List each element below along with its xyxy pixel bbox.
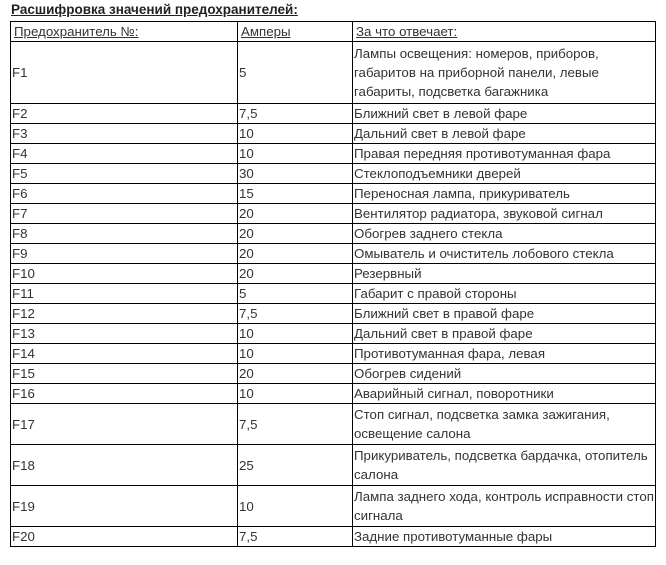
fuse-cell: F13 xyxy=(11,324,238,344)
description-cell: Переносная лампа, прикуриватель xyxy=(353,184,656,204)
description-cell: Резервный xyxy=(353,264,656,284)
fuse-cell: F5 xyxy=(11,164,238,184)
table-row xyxy=(11,42,656,104)
description-cell: Омыватель и очиститель лобового стекла xyxy=(353,244,656,264)
description-cell: Стоп сигнал, подсветка замка зажигания, освещение салона xyxy=(353,404,656,445)
description-cell: Вентилятор радиатора, звуковой сигнал xyxy=(353,204,656,224)
table-row xyxy=(11,324,656,344)
fuse-cell: F10 xyxy=(11,264,238,284)
description-cell: Дальний свет в левой фаре xyxy=(353,124,656,144)
amps-cell: 7,5 xyxy=(238,304,353,324)
description-cell: Задние противотуманные фары xyxy=(353,527,656,547)
amps-cell: 7,5 xyxy=(238,527,353,547)
table-row xyxy=(11,364,656,384)
description-cell: Дальний свет в правой фаре xyxy=(353,324,656,344)
page-title: Расшифровка значений предохранителей: xyxy=(11,2,298,17)
amps-cell: 10 xyxy=(238,486,353,527)
header-amps: Амперы xyxy=(238,22,353,42)
table-row xyxy=(11,284,656,304)
amps-cell: 20 xyxy=(238,204,353,224)
description-cell: Обогрев сидений xyxy=(353,364,656,384)
amps-cell: 10 xyxy=(238,124,353,144)
fuse-cell: F8 xyxy=(11,224,238,244)
table-header-row xyxy=(11,22,656,42)
amps-cell: 20 xyxy=(238,224,353,244)
fuse-cell: F2 xyxy=(11,104,238,124)
amps-cell: 20 xyxy=(238,264,353,284)
description-cell: Лампа заднего хода, контроль исправности стоп сигнала xyxy=(353,486,656,527)
table-row xyxy=(11,264,656,284)
description-cell: Правая передняя противотуманная фара xyxy=(353,144,656,164)
amps-cell: 5 xyxy=(238,284,353,304)
fuse-cell: F7 xyxy=(11,204,238,224)
amps-cell: 7,5 xyxy=(238,404,353,445)
table-row xyxy=(11,527,656,547)
amps-cell: 15 xyxy=(238,184,353,204)
header-fuse: Предохранитель №: xyxy=(11,22,238,42)
description-cell: Стеклоподъемники дверей xyxy=(353,164,656,184)
fuse-cell: F1 xyxy=(11,42,238,104)
amps-cell: 10 xyxy=(238,384,353,404)
amps-cell: 30 xyxy=(238,164,353,184)
header-description: За что отвечает: xyxy=(353,22,656,42)
table-row xyxy=(11,304,656,324)
description-cell: Противотуманная фара, левая xyxy=(353,344,656,364)
table-row xyxy=(11,144,656,164)
fuse-cell: F18 xyxy=(11,445,238,486)
fuse-cell: F19 xyxy=(11,486,238,527)
description-cell: Ближний свет в правой фаре xyxy=(353,304,656,324)
amps-cell: 10 xyxy=(238,344,353,364)
fuse-cell: F20 xyxy=(11,527,238,547)
table-row xyxy=(11,184,656,204)
description-cell: Аварийный сигнал, поворотники xyxy=(353,384,656,404)
table-row xyxy=(11,344,656,364)
fuse-cell: F4 xyxy=(11,144,238,164)
table-row xyxy=(11,124,656,144)
table-row xyxy=(11,224,656,244)
table-row xyxy=(11,244,656,264)
table-row xyxy=(11,204,656,224)
fuse-cell: F9 xyxy=(11,244,238,264)
fuse-cell: F12 xyxy=(11,304,238,324)
fuse-cell: F14 xyxy=(11,344,238,364)
amps-cell: 10 xyxy=(238,324,353,344)
fuse-cell: F15 xyxy=(11,364,238,384)
fuse-cell: F6 xyxy=(11,184,238,204)
description-cell: Лампы освещения: номеров, приборов, габаритов на приборной панели, левые габариты, подсветка багажника xyxy=(353,42,656,104)
fuse-table xyxy=(10,21,656,547)
amps-cell: 25 xyxy=(238,445,353,486)
fuse-cell: F11 xyxy=(11,284,238,304)
description-cell: Прикуриватель, подсветка бардачка, отопитель салона xyxy=(353,445,656,486)
amps-cell: 20 xyxy=(238,244,353,264)
table-row xyxy=(11,104,656,124)
fuse-cell: F17 xyxy=(11,404,238,445)
table-row xyxy=(11,164,656,184)
fuse-cell: F3 xyxy=(11,124,238,144)
description-cell: Обогрев заднего стекла xyxy=(353,224,656,244)
description-cell: Габарит с правой стороны xyxy=(353,284,656,304)
table-row xyxy=(11,445,656,486)
table-row xyxy=(11,404,656,445)
amps-cell: 5 xyxy=(238,42,353,104)
amps-cell: 7,5 xyxy=(238,104,353,124)
fuse-cell: F16 xyxy=(11,384,238,404)
amps-cell: 20 xyxy=(238,364,353,384)
description-cell: Ближний свет в левой фаре xyxy=(353,104,656,124)
amps-cell: 10 xyxy=(238,144,353,164)
table-row xyxy=(11,384,656,404)
table-row xyxy=(11,486,656,527)
